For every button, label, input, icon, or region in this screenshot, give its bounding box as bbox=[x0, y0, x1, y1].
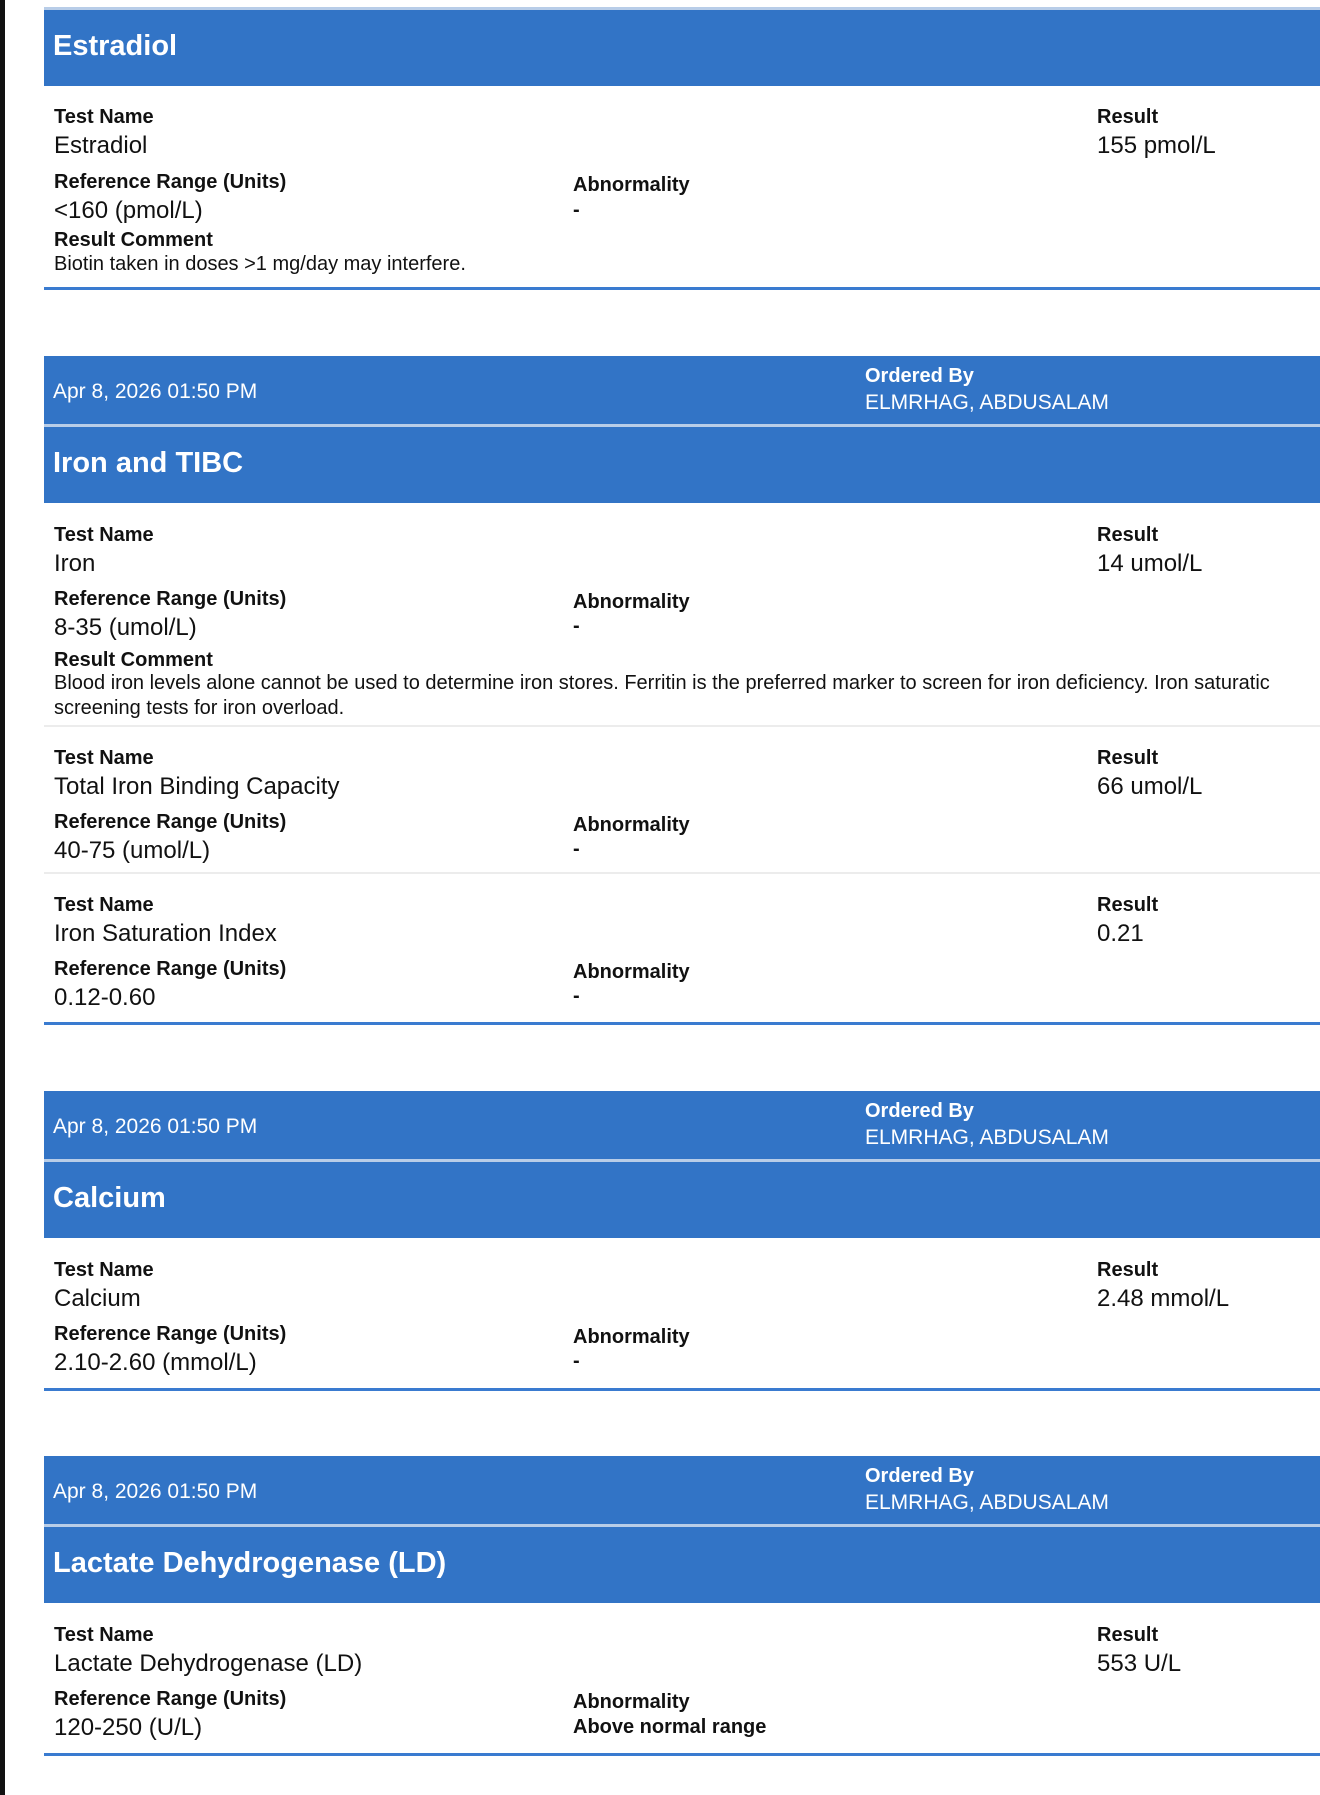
reference-range-label: Reference Range (Units) bbox=[54, 811, 287, 833]
test-row bbox=[44, 1238, 1320, 1391]
reference-range-value: 120-250 (U/L) bbox=[54, 1714, 203, 1741]
collection-date: Apr 8, 2026 01:50 PM bbox=[53, 1115, 258, 1138]
test-name-label: Test Name bbox=[54, 106, 154, 128]
result-value: 2.48 mmol/L bbox=[1097, 1285, 1230, 1312]
result-value: 155 pmol/L bbox=[1097, 132, 1216, 159]
estradiol-panel bbox=[44, 0, 1320, 290]
abnormality-label: Abnormality bbox=[573, 961, 690, 983]
collection-date: Apr 8, 2026 01:50 PM bbox=[53, 1480, 258, 1503]
reference-range-label: Reference Range (Units) bbox=[54, 958, 287, 980]
reference-range-value: <160 (pmol/L) bbox=[54, 197, 203, 224]
result-comment-line-1: Blood iron levels alone cannot be used to determine iron stores. Ferritin is the preferred marker to screen for iron deficiency. Iron saturatic bbox=[54, 672, 1270, 694]
panel-date-bar bbox=[44, 356, 1320, 427]
panel-title: Lactate Dehydrogenase (LD) bbox=[53, 1547, 447, 1579]
panel-date-bar bbox=[44, 1456, 1320, 1527]
result-value: 553 U/L bbox=[1097, 1650, 1182, 1677]
ordered-by-name: ELMRHAG, ABDUSALAM bbox=[865, 391, 1109, 414]
abnormality-label: Abnormality bbox=[573, 814, 690, 836]
panel-title-bar bbox=[44, 10, 1320, 86]
reference-range-value: 8-35 (umol/L) bbox=[54, 614, 197, 641]
ordered-by-label: Ordered By bbox=[865, 1465, 974, 1487]
ordered-by-name: ELMRHAG, ABDUSALAM bbox=[865, 1491, 1109, 1514]
test-name-label: Test Name bbox=[54, 894, 154, 916]
reference-range-value: 0.12-0.60 bbox=[54, 984, 156, 1011]
panel-title: Estradiol bbox=[53, 30, 178, 62]
reference-range-label: Reference Range (Units) bbox=[54, 171, 287, 193]
reference-range-label: Reference Range (Units) bbox=[54, 1688, 287, 1710]
test-row bbox=[44, 727, 1320, 874]
panel-title: Calcium bbox=[53, 1182, 166, 1214]
test-name-label: Test Name bbox=[54, 1624, 154, 1646]
abnormality-value: - bbox=[573, 1350, 580, 1372]
calcium-panel bbox=[44, 1091, 1320, 1391]
result-label: Result bbox=[1097, 1624, 1159, 1646]
test-name-label: Test Name bbox=[54, 524, 154, 546]
test-name-label: Test Name bbox=[54, 1259, 154, 1281]
test-name-value: Lactate Dehydrogenase (LD) bbox=[54, 1650, 363, 1677]
ordered-by-name: ELMRHAG, ABDUSALAM bbox=[865, 1126, 1109, 1149]
abnormality-value: - bbox=[573, 615, 580, 637]
result-value: 66 umol/L bbox=[1097, 773, 1203, 800]
test-name-value: Calcium bbox=[54, 1285, 141, 1312]
test-name-value: Iron Saturation Index bbox=[54, 920, 277, 947]
result-comment-label: Result Comment bbox=[54, 649, 213, 671]
abnormality-label: Abnormality bbox=[573, 174, 690, 196]
result-value: 0.21 bbox=[1097, 920, 1144, 947]
ld-panel bbox=[44, 1456, 1320, 1756]
reference-range-value: 2.10-2.60 (mmol/L) bbox=[54, 1349, 257, 1376]
result-comment-text: Biotin taken in doses >1 mg/day may interfere. bbox=[54, 253, 466, 275]
result-label: Result bbox=[1097, 747, 1159, 769]
abnormality-label: Abnormality bbox=[573, 591, 690, 613]
test-name-value: Total Iron Binding Capacity bbox=[54, 773, 340, 800]
abnormality-label: Abnormality bbox=[573, 1691, 690, 1713]
result-label: Result bbox=[1097, 106, 1159, 128]
panel-title-bar bbox=[44, 427, 1320, 503]
result-label: Result bbox=[1097, 524, 1159, 546]
panel-title-bar bbox=[44, 1527, 1320, 1603]
reference-range-label: Reference Range (Units) bbox=[54, 1323, 287, 1345]
ordered-by-label: Ordered By bbox=[865, 1100, 974, 1122]
panel-date-bar bbox=[44, 1091, 1320, 1162]
test-row bbox=[44, 1603, 1320, 1756]
test-name-label: Test Name bbox=[54, 747, 154, 769]
left-edge-bar bbox=[0, 0, 5, 1795]
panel-title: Iron and TIBC bbox=[53, 447, 244, 479]
abnormality-label: Abnormality bbox=[573, 1326, 690, 1348]
abnormality-value: Above normal range bbox=[573, 1716, 767, 1738]
result-comment-line-2: screening tests for iron overload. bbox=[54, 697, 345, 719]
test-row bbox=[44, 86, 1320, 290]
result-label: Result bbox=[1097, 894, 1159, 916]
result-label: Result bbox=[1097, 1259, 1159, 1281]
test-name-value: Estradiol bbox=[54, 132, 148, 159]
test-name-value: Iron bbox=[54, 550, 96, 577]
abnormality-value: - bbox=[573, 985, 580, 1007]
panel-title-bar bbox=[44, 1162, 1320, 1238]
test-row bbox=[44, 503, 1320, 727]
collection-date: Apr 8, 2026 01:50 PM bbox=[53, 380, 258, 403]
iron-tibc-panel bbox=[44, 356, 1320, 1025]
result-value: 14 umol/L bbox=[1097, 550, 1203, 577]
abnormality-value: - bbox=[573, 838, 580, 860]
abnormality-value: - bbox=[573, 199, 580, 221]
ordered-by-label: Ordered By bbox=[865, 365, 974, 387]
result-comment-label: Result Comment bbox=[54, 229, 213, 251]
reference-range-value: 40-75 (umol/L) bbox=[54, 837, 211, 864]
reference-range-label: Reference Range (Units) bbox=[54, 588, 287, 610]
test-row bbox=[44, 874, 1320, 1025]
